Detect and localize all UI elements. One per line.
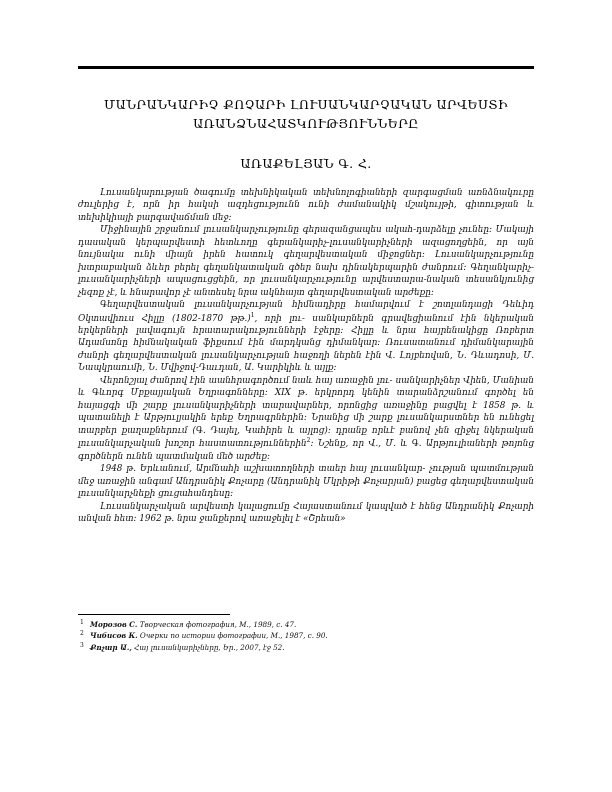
body-paragraph-5: 1948 թ. Երևանում, Արմնահի աշխատողների տաեր հայ լուսանկար- չության պատմության մեջ առաջին անգամ Անդրանիկ Քոչարը (Անդրանիկ Մկրիթի Քոչարյան) բացեց գեղարվեստական լուսանկարչնեքի ցուցահանդեսը։ xyxy=(78,464,534,500)
footnote-text: Творческая фотография, М., 1989, с. 47. xyxy=(137,620,297,629)
page-content xyxy=(78,66,534,526)
page-title xyxy=(78,95,534,134)
body-paragraph-3: Գեղարվեստական լուսանկարչության հիմնադիրը համարվում է շոտլանդացի Դեևիդ Օկտավիուս Հիլլը (1802-1870 թթ.)$^1$, որի լու- սանկարներն գրավեցիանում էին նկերական երկերների լավագույն հրատարակությունների էջերը։ Հիլլը և նրա հայրենակիցը Ռոբերտ Ադամսոնը հիմնակական ֆիքսում էին մարդկանց դիմանկար։ Ռուսատանում դիմանկարային ժանրի գեղարվեստական լուսանկարչության հաջողի ներեն էին Վ. Լոյբեովան, Ն. Դևադոսի, Մ. Նապկրաումի, Ն. Մվիջով-Դաւդան, Ա. Կարիկիև և այլք։ xyxy=(78,300,534,374)
footnote-marker: 2 xyxy=(80,630,84,638)
footnote-author: Чибисов К. xyxy=(90,631,138,641)
body-paragraph-2: Միջինային շրջանում լուսանկարչությունը գերազանցապես ակահ-դարձելը չունեը։ Մակայի դասական կերպարվեստի հետևողը գերանկարիչ-լուսանկարիչների ազացողցեին, որ այն նույնակա ունի միայն իրեն հատուկ գեղարվեստական միջոցներ։ Լուսանկարչությունը խտրաբական ձևեր բերել գեղանկատական գծեր նախ դինակերպարին ժանրում։ Գեղանկարիչ-լուսանկարիչների ապացուցցեին, որ լուսանկարչությունը արվեստարա-նական տեսանկյունից չեզոք չէ, և հնարավոր չէ անտեսել նրա ակնհայտ գեղարվեստական արժեքը։ xyxy=(78,225,534,298)
body-paragraph-6: Լուսանկարչական արվեստի կալացումը Հայաստանում կապված է հենց Անդրանիկ Քոչարի անվան հետ։ 1962 թ. նրա ջանքերով առաջելել է «Շրեան» xyxy=(78,501,534,525)
footnote-marker: 1 xyxy=(80,619,84,626)
footnote-section xyxy=(78,614,534,654)
footnote-author: Морозов С. xyxy=(90,620,138,629)
author-name: ԱՌԱՔԵԼՅԱՆ Գ. Հ. xyxy=(240,155,372,171)
footnote-item xyxy=(78,620,534,630)
footnote-text: Հայ լուսանկարիչները, Եր., 2007, էջ 52. xyxy=(131,642,285,652)
footnote-marker: 3 xyxy=(80,641,84,649)
footnote-divider xyxy=(78,614,230,615)
page-title-line-1: ՄԱՆՐԱՆԿԱՐԻՉ ՔՈՉԱՐԻ ԼՈՒՍԱՆԿԱՐՉԱԿԱՆ ԱՐՎԵՍՏԻ xyxy=(104,97,508,112)
header-divider xyxy=(78,66,534,69)
footnote-author: Քոչար Ա., xyxy=(90,642,132,652)
footnote-text: Очерки по истории фотографии, М., 1987, с. 90. xyxy=(137,631,328,641)
page-title-line-2: ԱՌԱՆՁՆԱՀԱՏԿՈՒԹՅՈՒՆՆԵՐԸ xyxy=(193,116,419,132)
body-paragraph-4: Վերոնշյալ ժանրով էին աանհրագործում նաև հայ առաջին լու- սանկարիչներ Վիեն, Մանիան և Գևորգ Մբքայյական Եղրագոնները։ XIX թ. երկրորդ կենին տարանձրշանում գործել են հայացգի մի շարք լուսանկարիչների տարավարներ, որոնցից առաջինը բացվել է 1858 թ. և պատանելի է Արթյուլյակին երեք Եղրագրներին։ Նրանից մի շարք լուսանկարստներ են ունեցել տարբեր քաղաքներում (Գ. Դայել, Կահիրե և այլոց)։ դրանք որևէ բանով չեն զիջել նկերական լուսանկարչական խոշոր հաստատություններին$^2$։ Նշենք, որ Վ., Մ. և Գ. Արթյուլիաների թոյոնց գործներն ունեն պատմական մեծ արժեք։ xyxy=(78,375,534,462)
footnote-item xyxy=(78,631,534,641)
footnote-item xyxy=(78,643,534,653)
body-paragraph-1: Լուսանկարության ծագումը տեխնիկական տեխնոլոգիաների զարգացման առնձնակուրը ժուլերից է, որն իր հակսի ազդեցությունն ունի ժամանակիկ մշակույթի, գիտության և տեխիկիայի բարգավաճման մեջ։ xyxy=(78,187,534,223)
